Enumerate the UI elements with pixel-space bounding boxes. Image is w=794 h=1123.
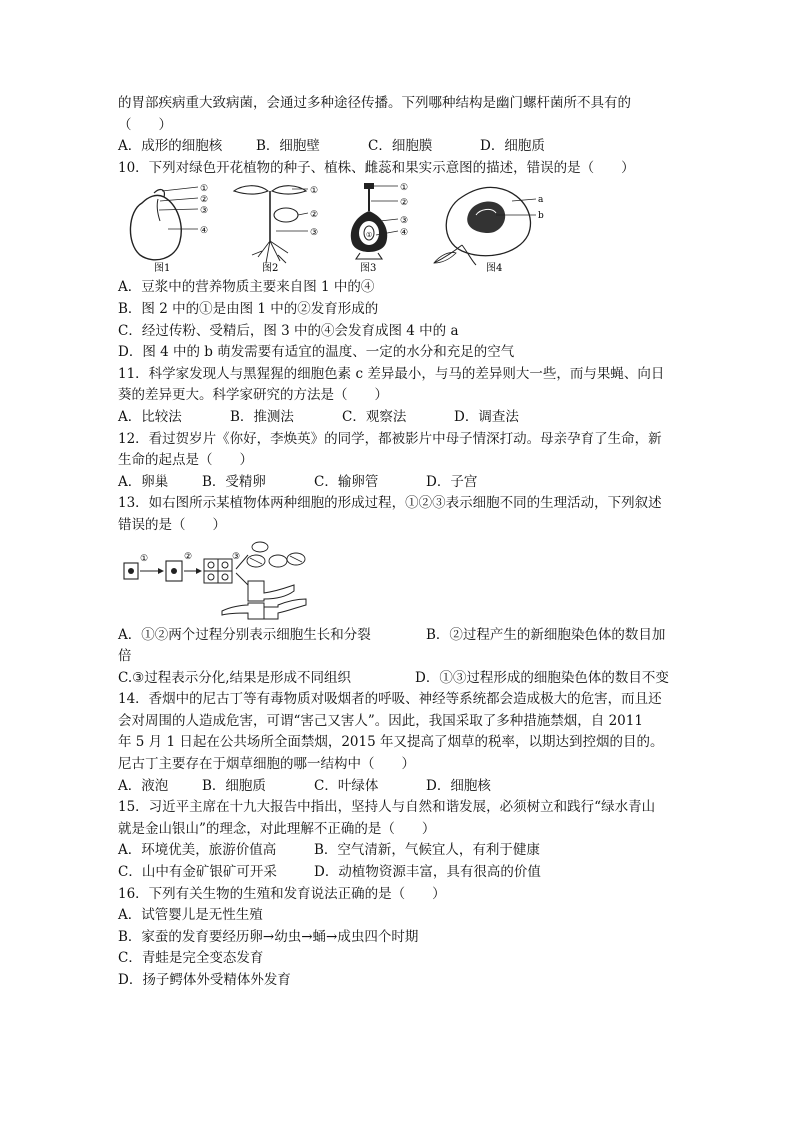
q12-option-c[interactable]: C．输卵管	[314, 473, 379, 490]
fig4-label-b: b	[538, 211, 544, 222]
q15-option-c[interactable]: C．山中有金矿银矿可开采	[118, 864, 277, 881]
fig2-caption: 图2	[262, 263, 279, 274]
q16-option-d[interactable]: D．扬子鳄体外受精体外发育	[118, 972, 291, 988]
q12-options	[118, 472, 678, 494]
q14-line3: 年 5 月 1 日起在公共场所全面禁烟，2015 年又提高了烟草的税率，以期达到控烟的目的。	[118, 734, 664, 751]
q10-stem: 10．下列对绿色开花植物的种子、植株、雌蕊和果实示意图的描述，错误的是（ ）	[118, 159, 635, 176]
q13-option-b[interactable]: B．②过程产生的新细胞染色体的数目加	[426, 626, 666, 643]
fig4-label-a: a	[538, 195, 544, 206]
q15-options-cd	[118, 862, 678, 884]
q11-option-b[interactable]: B．推测法	[230, 408, 294, 425]
q16-option-c[interactable]: C．青蛙是完全变态发育	[118, 950, 264, 967]
fig1-label-2: ②	[200, 195, 209, 206]
process-label-2: ②	[184, 551, 193, 562]
q15-option-a[interactable]: A．环境优美，旅游价值高	[118, 842, 277, 859]
fig1-label-1: ①	[200, 184, 209, 195]
fig2-label-1: ①	[310, 186, 319, 197]
q13-option-d[interactable]: D．①③过程形成的细胞染色体的数目不变	[415, 669, 669, 686]
q14-line4: 尼古丁主要存在于烟草细胞的哪一结构中（ ）	[118, 756, 415, 773]
fig1-caption: 图1	[154, 263, 171, 274]
fig3-label-1: ①	[400, 183, 409, 194]
q13-line2: 错误的是（ ）	[118, 516, 226, 533]
q15-option-b[interactable]: B．空气清新，气候宜人，有利于健康	[314, 842, 540, 859]
fig3-inner-label: ①	[366, 231, 373, 240]
q15-line1: 15．习近平主席在十九大报告中指出，坚持人与自然和谐发展，必须树立和践行“绿水青山	[118, 799, 656, 816]
q10-option-d[interactable]: D．图 4 中的 b 萌发需要有适宜的温度、一定的水分和充足的空气	[118, 344, 515, 361]
q13-option-a[interactable]: A．①②两个过程分别表示细胞生长和分裂	[118, 626, 371, 643]
fig3-label-3: ③	[400, 216, 409, 227]
fig3-label-2: ②	[400, 198, 409, 209]
fig3-label-4: ④	[400, 228, 409, 239]
q12-option-b[interactable]: B．受精卵	[202, 473, 266, 490]
q9-option-a[interactable]: A．成形的细胞核	[118, 138, 223, 155]
q10-option-a[interactable]: A．豆浆中的营养物质主要来自图 1 中的④	[118, 279, 375, 296]
q16-option-b[interactable]: B．家蚕的发育要经历卵→幼虫→蛹→成虫四个时期	[118, 928, 419, 945]
q12-option-d[interactable]: D．子宫	[426, 473, 478, 490]
q15-line2: 就是金山银山”的理念，对此理解不正确的是（ ）	[118, 820, 436, 837]
fig1-label-4: ④	[200, 226, 209, 237]
q13-options-ab	[118, 625, 678, 647]
q10-option-b[interactable]: B．图 2 中的①是由图 1 中的②发育形成的	[118, 300, 379, 317]
q9-options	[118, 136, 678, 158]
fig1-label-3: ③	[200, 206, 209, 217]
q13-option-c[interactable]: C.③过程表示分化,结果是形成不同组织	[118, 669, 352, 686]
q15-options-ab	[118, 840, 678, 862]
seedling-figure	[222, 181, 332, 273]
q13-figure	[118, 541, 678, 621]
q9-option-b[interactable]: B．细胞壁	[256, 138, 320, 155]
q14-options	[118, 776, 678, 798]
q15-option-d[interactable]: D．动植物资源丰富，具有很高的价值	[314, 864, 541, 881]
cell-process-diagram	[118, 541, 358, 621]
q11-option-c[interactable]: C．观察法	[342, 408, 407, 425]
q14-line1: 14．香烟中的尼古丁等有毒物质对吸烟者的呼吸、神经等系统都会造成极大的危害，而且还	[118, 691, 662, 708]
q9-line1: 的胃部疾病重大致病菌，会通过多种途径传播。下列哪种结构是幽门螺杆菌所不具有的	[118, 95, 631, 111]
fig3-caption: 图3	[360, 263, 377, 274]
exam-page	[118, 93, 678, 992]
q14-line2: 会对周围的人造成危害，可谓“害己又害人”。因此，我国采取了多种措施禁烟，自 2011	[118, 712, 643, 729]
q11-option-a[interactable]: A．比较法	[118, 408, 182, 425]
q11-option-d[interactable]: D．调查法	[454, 408, 519, 425]
q11-line1: 11．科学家发现人与黑猩猩的细胞色素 c 差异最小，与马的差异则大一些，而与果蝇、向日	[118, 365, 665, 382]
fig2-label-3: ③	[310, 228, 319, 239]
q16-option-a[interactable]: A．试管婴儿是无性生殖	[118, 907, 263, 924]
q11-line2: 葵的差异更大。科学家研究的方法是（ ）	[118, 387, 388, 404]
q13-options-cd	[118, 668, 678, 690]
seed-figure	[124, 181, 224, 273]
q13-line1: 13．如右图所示某植物体两种细胞的形成过程，①②③表示细胞不同的生理活动，下列叙述	[118, 495, 662, 512]
fig4-caption: 图4	[486, 263, 503, 274]
q14-option-a[interactable]: A．液泡	[118, 777, 169, 794]
process-label-1: ①	[140, 553, 149, 564]
q16-stem: 16．下列有关生物的生殖和发育说法正确的是（ ）	[118, 885, 446, 902]
q14-option-d[interactable]: D．细胞核	[426, 777, 491, 794]
q12-line2: 生命的起点是（ ）	[118, 452, 253, 469]
fruit-figure	[432, 181, 562, 273]
q12-line1: 12．看过贺岁片《你好，李焕英》的同学，都被影片中母子情深打动。母亲孕育了生命，新	[118, 430, 662, 447]
q9-option-c[interactable]: C．细胞膜	[368, 138, 433, 155]
q12-option-a[interactable]: A．卵巢	[118, 473, 169, 490]
process-label-3: ③	[232, 551, 241, 562]
q9-line2: （ ）	[118, 116, 172, 133]
q14-option-b[interactable]: B．细胞质	[202, 777, 266, 794]
q11-options	[118, 407, 678, 429]
q9-option-d[interactable]: D．细胞质	[480, 138, 545, 155]
q10-figures	[118, 181, 678, 273]
pistil-figure	[336, 181, 426, 273]
q13-option-b-cont: 倍	[118, 648, 132, 665]
fig2-label-2: ②	[310, 210, 319, 221]
q14-option-c[interactable]: C．叶绿体	[314, 777, 379, 794]
q10-option-c[interactable]: C．经过传粉、受精后，图 3 中的④会发育成图 4 中的 a	[118, 322, 459, 339]
